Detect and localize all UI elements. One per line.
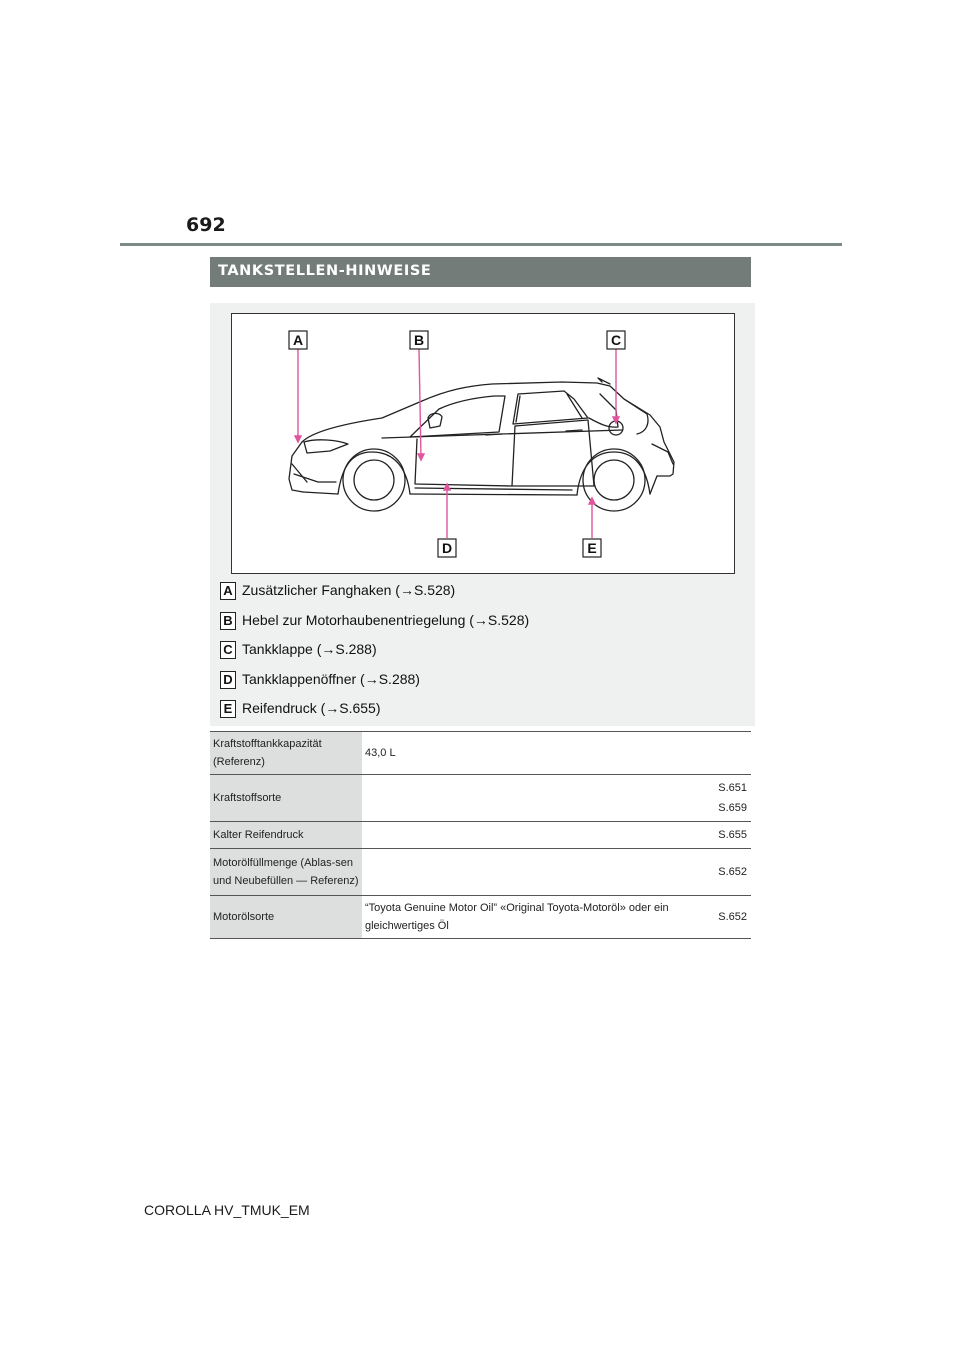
footer-model-code: COROLLA HV_TMUK_EM: [144, 1202, 310, 1218]
callout-a-text: A: [292, 332, 304, 348]
figure-panel: [210, 303, 755, 726]
legend-key-b: B: [220, 612, 236, 630]
callout-d: [438, 539, 456, 557]
spec-ref: [688, 849, 751, 896]
callout-e: [583, 539, 601, 557]
legend-text-d: Tankklappenöffner (→S.288): [242, 670, 420, 687]
legend-key-c: C: [220, 641, 236, 659]
callout-labels: [289, 331, 625, 557]
legend-text-e: Reifendruck (→S.655): [242, 700, 381, 716]
callout-d-text: D: [441, 540, 453, 556]
legend-text-a: Zusätzlicher Fanghaken (→S.528): [242, 582, 456, 598]
callout-b: [410, 331, 428, 349]
page-reference-link[interactable]: S.652: [718, 866, 747, 878]
callout-c: [607, 331, 625, 349]
spec-value: [362, 775, 688, 822]
car-illustration: [231, 313, 735, 574]
car-side-view-diagram: [232, 314, 734, 573]
table-row: [210, 849, 751, 896]
spec-label: Kalter Reifendruck: [210, 822, 362, 849]
callout-b-text: B: [413, 332, 425, 348]
spec-label: Kraftstofftankkapazität (Referenz): [210, 732, 362, 775]
legend-text-c: Tankklappe (→S.288): [242, 641, 377, 657]
legend-text-b: Hebel zur Motorhaubenentriegelung (→S.528): [242, 611, 530, 628]
page-number: 692: [186, 214, 226, 236]
callout-a: [289, 331, 307, 349]
spec-label: Kraftstoffsorte: [210, 775, 362, 822]
spec-value: [362, 849, 688, 896]
page-reference-link[interactable]: S.655: [718, 829, 747, 841]
spec-ref: [688, 896, 751, 939]
legend-key-d: D: [220, 671, 236, 689]
spec-value: [362, 822, 688, 849]
callout-e-text: E: [587, 540, 597, 556]
page-reference-link[interactable]: S.652: [718, 911, 747, 923]
callout-pointers: [295, 349, 619, 538]
header-rule: [120, 243, 842, 246]
spec-ref: [688, 775, 751, 822]
table-row: [210, 732, 751, 775]
spec-label: Motorölfüllmenge (Ablas-sen und Neubefüllen — Referenz): [210, 849, 362, 896]
table-row: [210, 775, 751, 822]
spec-value: “Toyota Genuine Motor Oil” «Original Toyota-Motoröl» oder ein gleichwertiges Öl: [362, 896, 688, 939]
legend-key-a: A: [220, 582, 236, 600]
callout-c-text: C: [610, 332, 622, 348]
table-row: [210, 822, 751, 849]
page-reference-link[interactable]: S.659: [718, 802, 747, 814]
legend-key-e: E: [220, 700, 236, 718]
spec-label: Motorölsorte: [210, 896, 362, 939]
spec-ref: [688, 822, 751, 849]
table-row: [210, 896, 751, 939]
section-header: [210, 257, 751, 287]
wheels: [343, 449, 645, 511]
section-title: TANKSTELLEN-HINWEISE: [218, 263, 432, 279]
page-reference-link[interactable]: S.651: [718, 782, 747, 794]
spec-table: [210, 731, 751, 939]
spec-value: 43,0 L: [362, 732, 751, 775]
